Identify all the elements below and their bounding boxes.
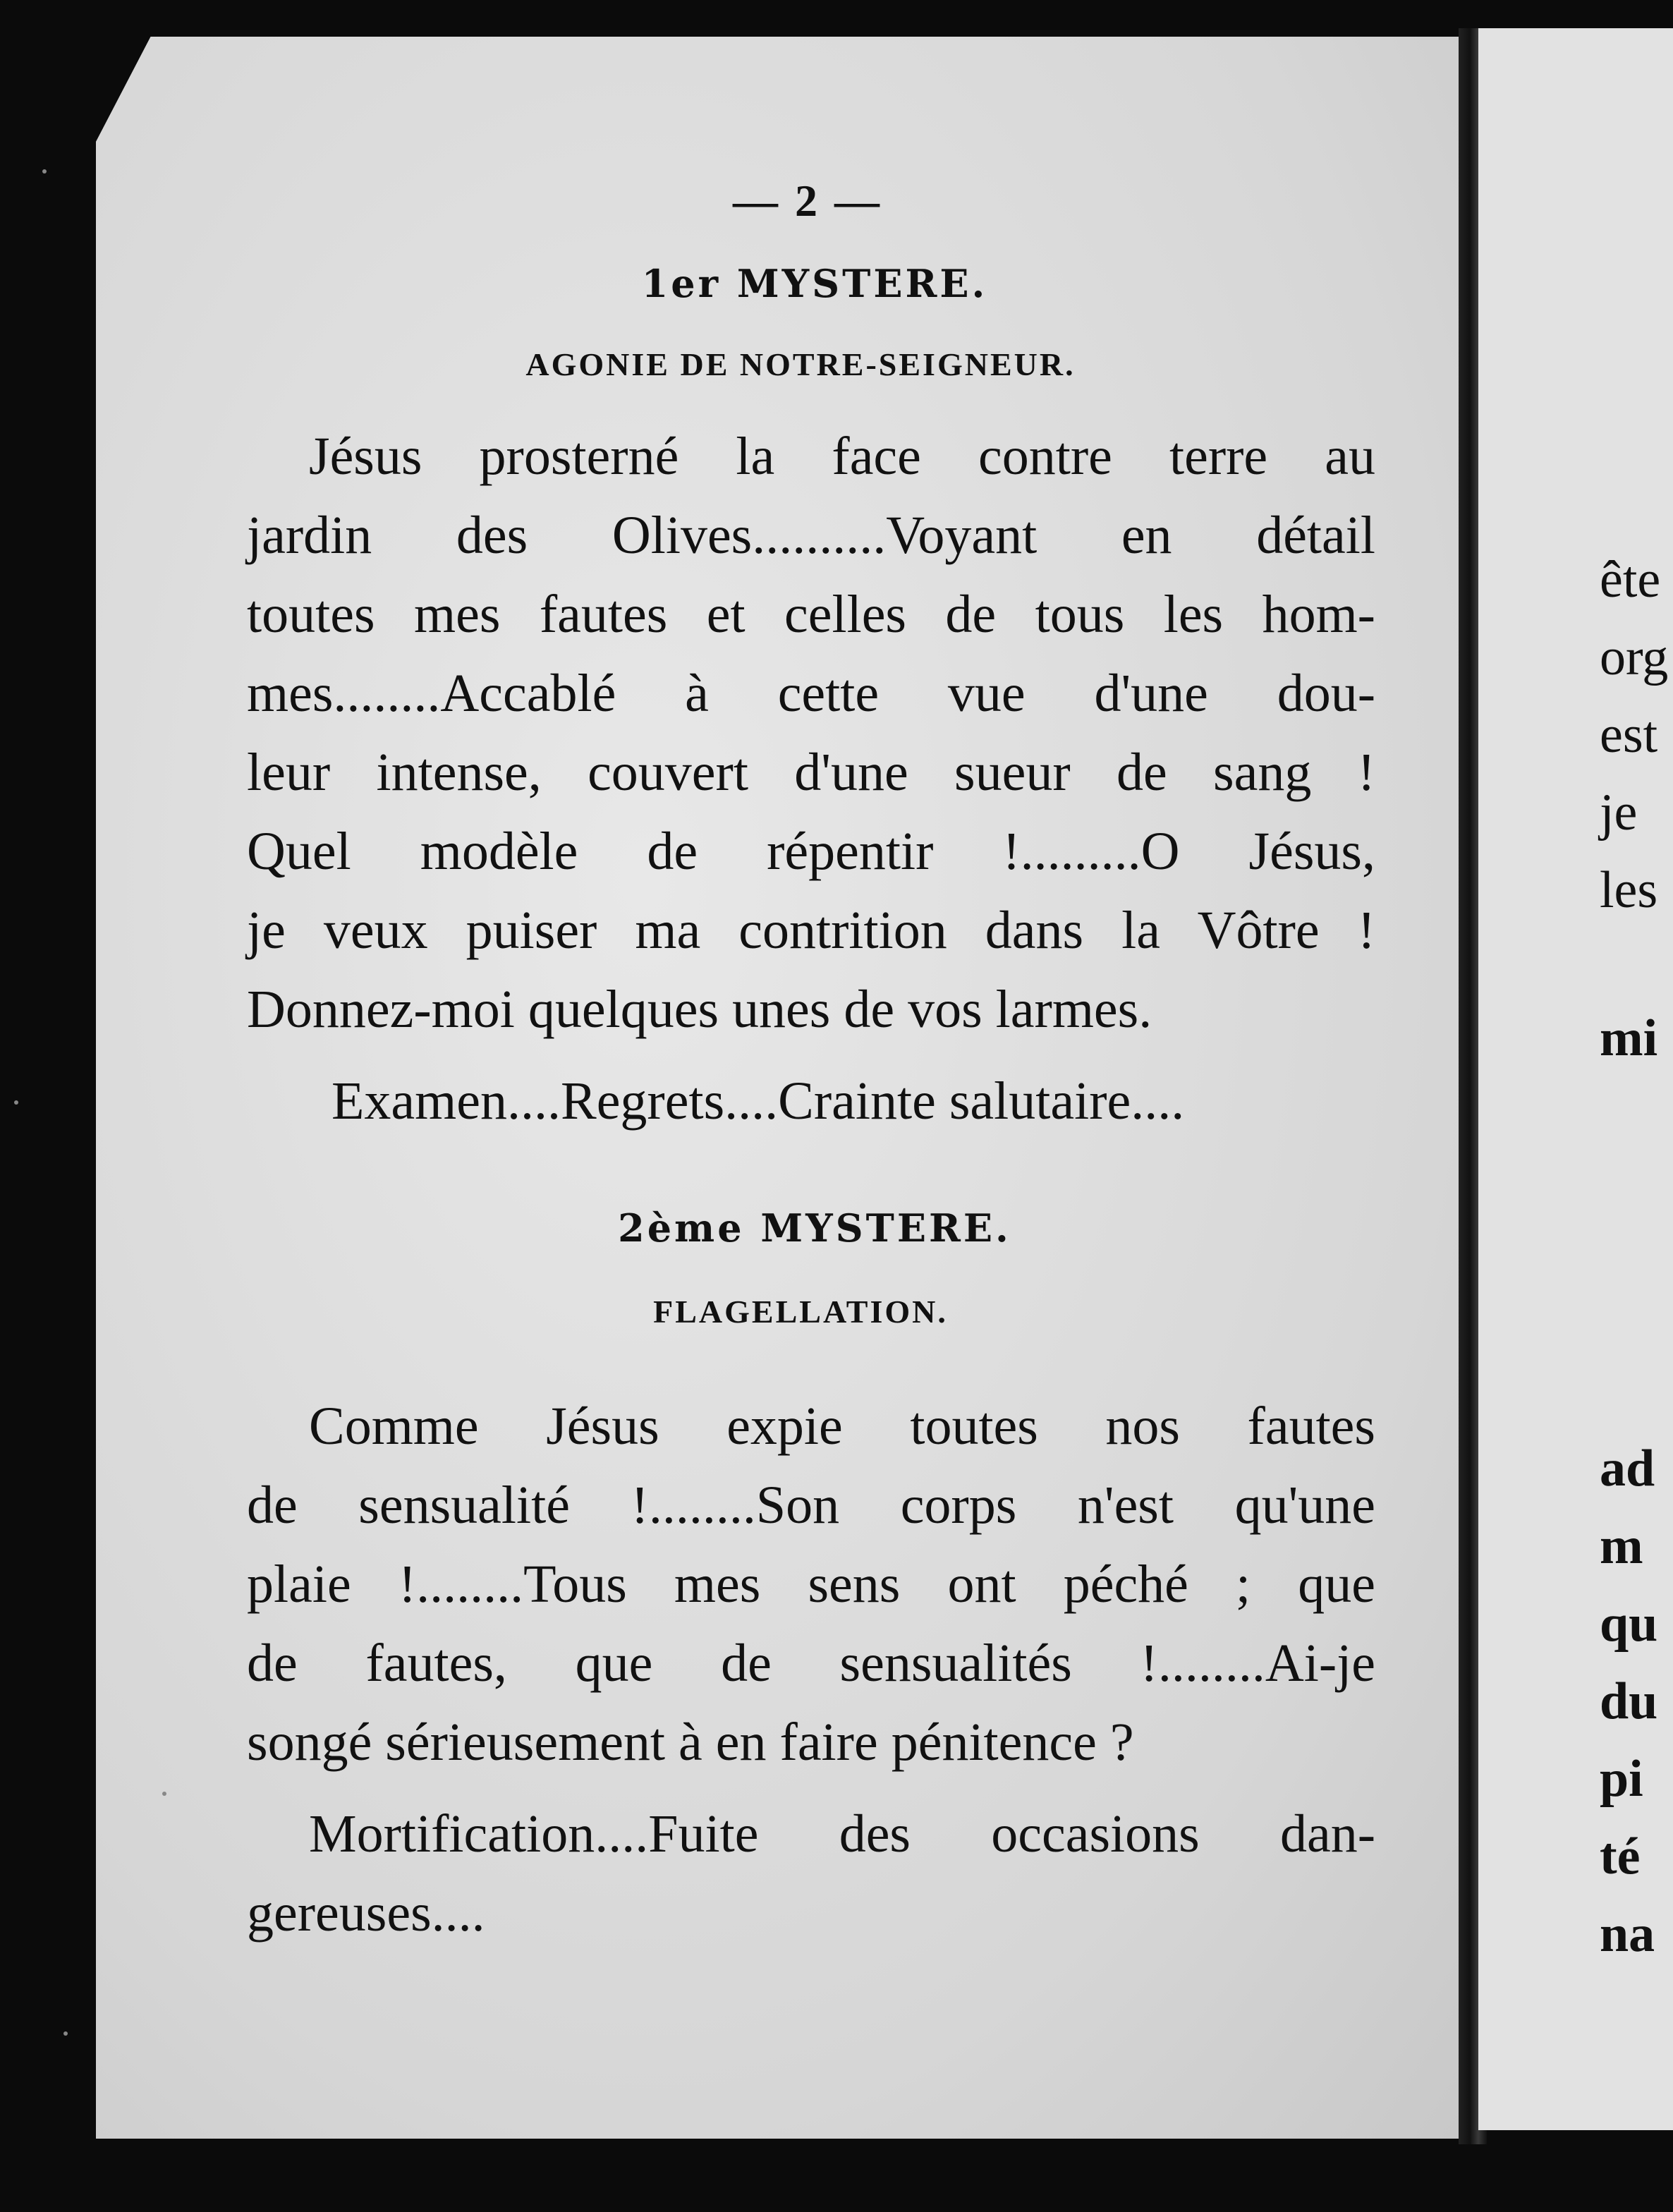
left-page-text bbox=[247, 169, 1375, 1952]
right-page-fragment: qu bbox=[1600, 1595, 1658, 1653]
right-page-fragment: du bbox=[1600, 1672, 1658, 1730]
right-page-fragment: mi bbox=[1600, 1009, 1658, 1067]
right-page-fragment: est bbox=[1600, 706, 1658, 764]
paragraph-line: leur intense, couvert d'une sueur de sang ! bbox=[247, 743, 1375, 802]
paragraph-line: Quel modèle de répentir !.........O Jésus, bbox=[247, 822, 1375, 881]
paragraph-line: plaie !........Tous mes sens ont péché ; que bbox=[247, 1555, 1375, 1614]
paragraph-line: Comme Jésus expie toutes nos fautes bbox=[309, 1397, 1375, 1456]
right-page-fragment: m bbox=[1600, 1517, 1643, 1575]
paragraph-line: Jésus prosterné la face contre terre au bbox=[309, 427, 1375, 486]
paragraph-line: songé sérieusement à en faire pénitence ? bbox=[247, 1713, 1134, 1772]
mystere-1-paragraph bbox=[247, 417, 1375, 1049]
right-page-fragment: pi bbox=[1600, 1750, 1643, 1808]
scan-dust bbox=[42, 169, 47, 174]
paragraph-line: Mortification....Fuite des occasions dan- bbox=[309, 1804, 1375, 1864]
mystere-2-paragraph bbox=[247, 1387, 1375, 1782]
right-page-fragment: ête bbox=[1600, 551, 1661, 609]
right-page bbox=[1478, 28, 1673, 2130]
paragraph-line: mes........Accablé à cette vue d'une dou- bbox=[247, 664, 1375, 723]
right-page-fragment: les bbox=[1600, 861, 1658, 919]
paragraph-line: je veux puiser ma contrition dans la Vôtre ! bbox=[247, 901, 1375, 960]
right-page-fragment: té bbox=[1600, 1828, 1641, 1885]
right-page-fragment: org bbox=[1600, 628, 1669, 686]
paragraph-line: toutes mes fautes et celles de tous les hom- bbox=[247, 585, 1375, 644]
scan-dust bbox=[162, 1792, 166, 1796]
mystere-1-heading: 1er MYSTERE. bbox=[641, 261, 988, 306]
right-page-fragment: ad bbox=[1600, 1440, 1655, 1497]
paragraph-line: gereuses.... bbox=[247, 1883, 485, 1943]
mystere-2-heading: 2ème MYSTERE. bbox=[618, 1205, 1011, 1251]
right-page-fragment: na bbox=[1600, 1905, 1655, 1963]
scan-dust bbox=[63, 2031, 68, 2036]
paragraph-line: Donnez-moi quelques unes de vos larmes. bbox=[247, 980, 1152, 1039]
mystere-2-title: FLAGELLATION. bbox=[653, 1294, 948, 1330]
mystere-1-resolution: Examen....Regrets....Crainte salutaire.... bbox=[331, 1071, 1185, 1131]
mystere-1-title: AGONIE DE NOTRE-SEIGNEUR. bbox=[525, 346, 1076, 382]
paragraph-line: de fautes, que de sensualités !........Ai-je bbox=[247, 1634, 1375, 1693]
mystere-2-resolution bbox=[247, 1794, 1375, 1952]
scan-dust bbox=[14, 1100, 18, 1105]
paragraph-line: jardin des Olives..........Voyant en détail bbox=[247, 506, 1375, 565]
paragraph-line: de sensualité !........Son corps n'est qu'une bbox=[247, 1476, 1375, 1535]
page-number: — 2 — bbox=[733, 176, 882, 226]
right-page-fragment: je bbox=[1600, 784, 1638, 841]
